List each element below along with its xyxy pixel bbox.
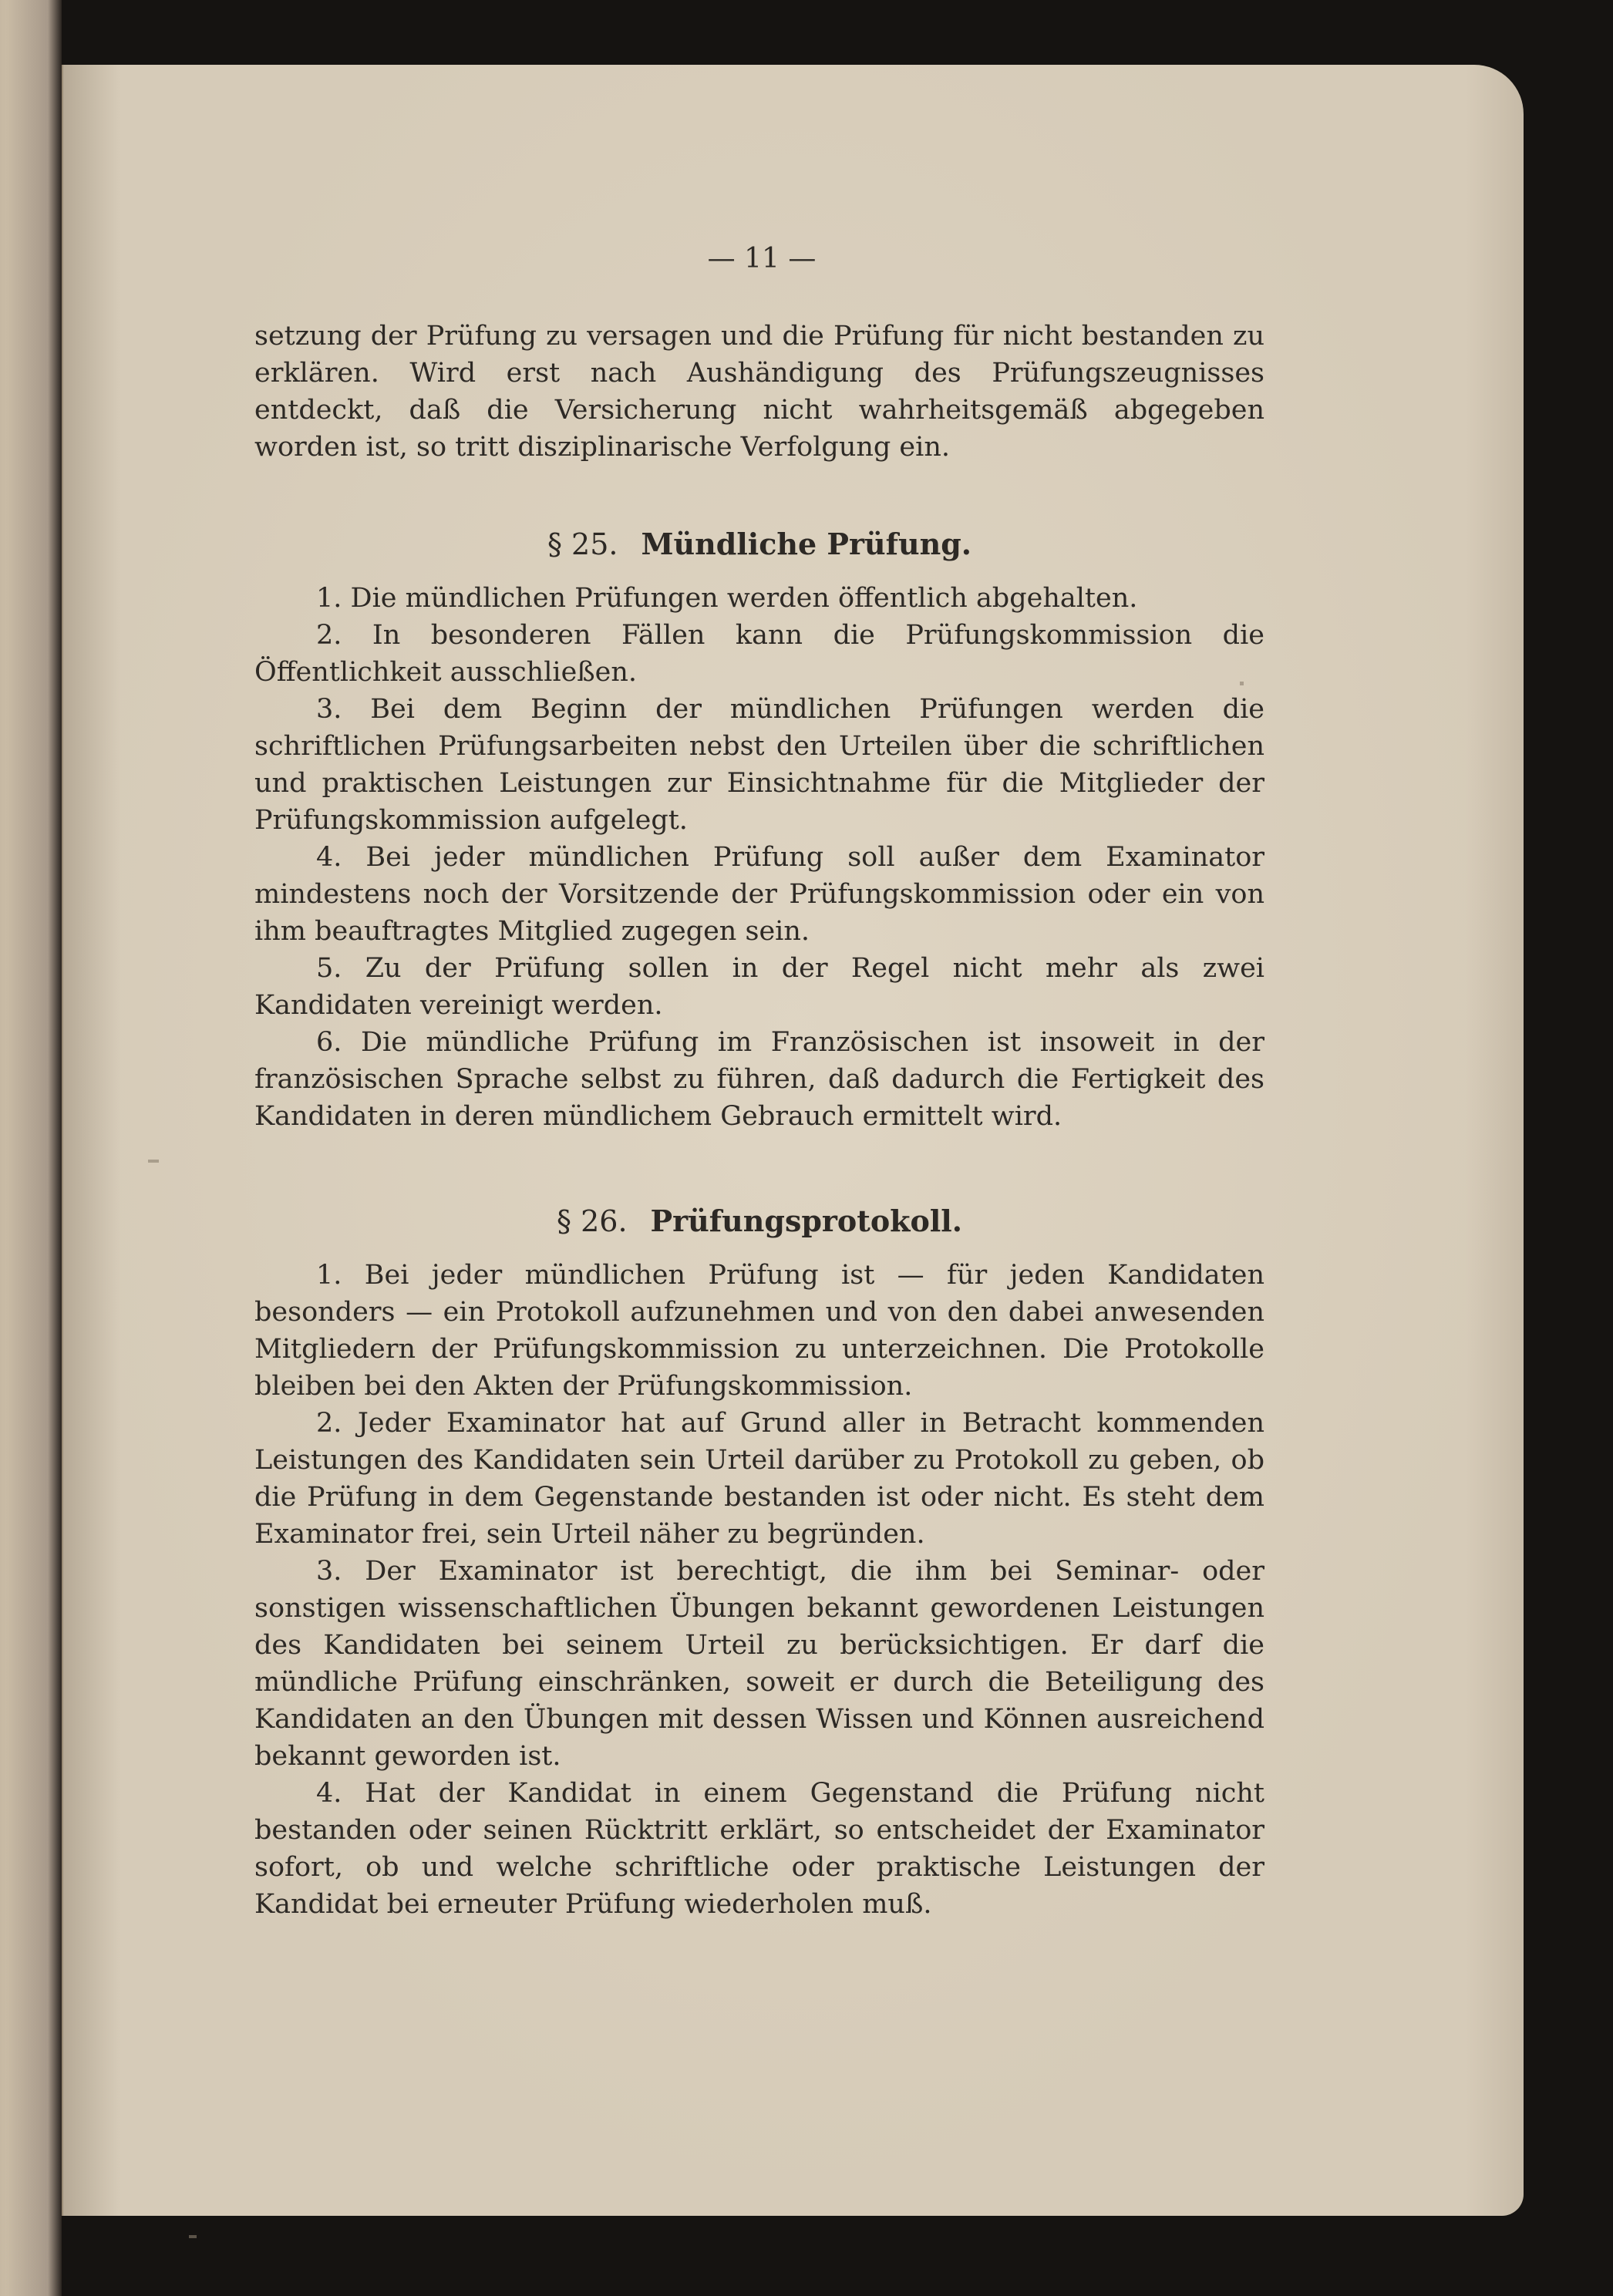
section-26-item-1: 1. Bei jeder mündlichen Prüfung ist — für jeden Kandidaten besonders — ein Protokoll aufzunehmen und von den dabei anwesenden Mitgliedern der Prüfungskommission zu unterzeichnen. Die Protokolle bleiben bei den Akten der Prüfungskommission. — [254, 1260, 1264, 1402]
section-26-title: Prüfungsprotokoll. — [650, 1204, 962, 1238]
section-25-item-1: 1. Die mündlichen Prüfungen werden öffentlich abgehalten. — [316, 583, 1138, 614]
section-26-number: § 26. — [557, 1204, 628, 1238]
section-25-item-4: 4. Bei jeder mündlichen Prüfung soll außer dem Examinator mindestens noch der Vorsitzende der Prüfungskommission oder ein von ihm beauftragtes Mitglied zugegen sein. — [254, 842, 1264, 947]
paper-blemish — [189, 2235, 197, 2238]
section-25-item-5: 5. Zu der Prüfung sollen in der Regel nicht mehr als zwei Kandidaten vereinigt werden. — [254, 953, 1264, 1021]
section-25-item-2: 2. In besonderen Fällen kann die Prüfungskommission die Öffentlichkeit ausschließen. — [254, 620, 1264, 688]
section-25-item-3: 3. Bei dem Beginn der mündlichen Prüfungen werden die schriftlichen Prüfungsarbeiten nebst den Urteilen über die schriftlichen und praktischen Leistungen zur Einsichtnahme für die Mitglieder der Prüfungskommission aufgelegt. — [254, 694, 1264, 836]
section-25-heading — [254, 526, 1264, 563]
paper-blemish — [148, 1160, 159, 1163]
section-26-item-2: 2. Jeder Examinator hat auf Grund aller in Betracht kommenden Leistungen des Kandidaten sein Urteil darüber zu Protokoll zu geben, ob die Prüfung in dem Gegenstande bestanden ist oder nicht. Es steht dem Examinator frei, sein Urteil näher zu begründen. — [254, 1408, 1264, 1550]
page-body — [254, 318, 1264, 1923]
section-26-item-3: 3. Der Examinator ist berechtigt, die ihm bei Seminar- oder sonstigen wissenschaftlichen Übungen bekannt gewordenen Leistungen des Kandidaten bei seinem Urteil zu berücksichtigen. Er darf die mündliche Prüfung einschränken, soweit er durch die Beteiligung des Kandidaten an den Übungen mit dessen Wissen und Können ausreichend bekannt geworden ist. — [254, 1556, 1264, 1772]
section-25-number: § 25. — [547, 527, 618, 561]
intro-paragraph: setzung der Prüfung zu versagen und die Prüfung für nicht bestanden zu erklären. Wird erst nach Aushändigung des Prüfungszeugnisses entdeckt, daß die Versicherung nicht wahrheitsgemäß abgegeben worden ist, so tritt disziplinarische Verfolgung ein. — [254, 321, 1264, 463]
section-26-heading — [254, 1203, 1264, 1240]
section-26-item-4: 4. Hat der Kandidat in einem Gegenstand die Prüfung nicht bestanden oder seinen Rücktritt erklärt, so entscheidet der Examinator sofort, ob und welche schriftliche oder praktische Leistungen der Kandidat bei erneuter Prüfung wiederholen muß. — [254, 1778, 1264, 1920]
page-number: — 11 — — [707, 243, 817, 274]
previous-page-edge — [0, 0, 62, 2296]
section-25-item-6: 6. Die mündliche Prüfung im Französischen ist insoweit in der französischen Sprache selbst zu führen, daß dadurch die Fertigkeit des Kandidaten in deren mündlichem Gebrauch ermittelt wird. — [254, 1027, 1264, 1132]
section-25-title: Mündliche Prüfung. — [641, 527, 972, 561]
